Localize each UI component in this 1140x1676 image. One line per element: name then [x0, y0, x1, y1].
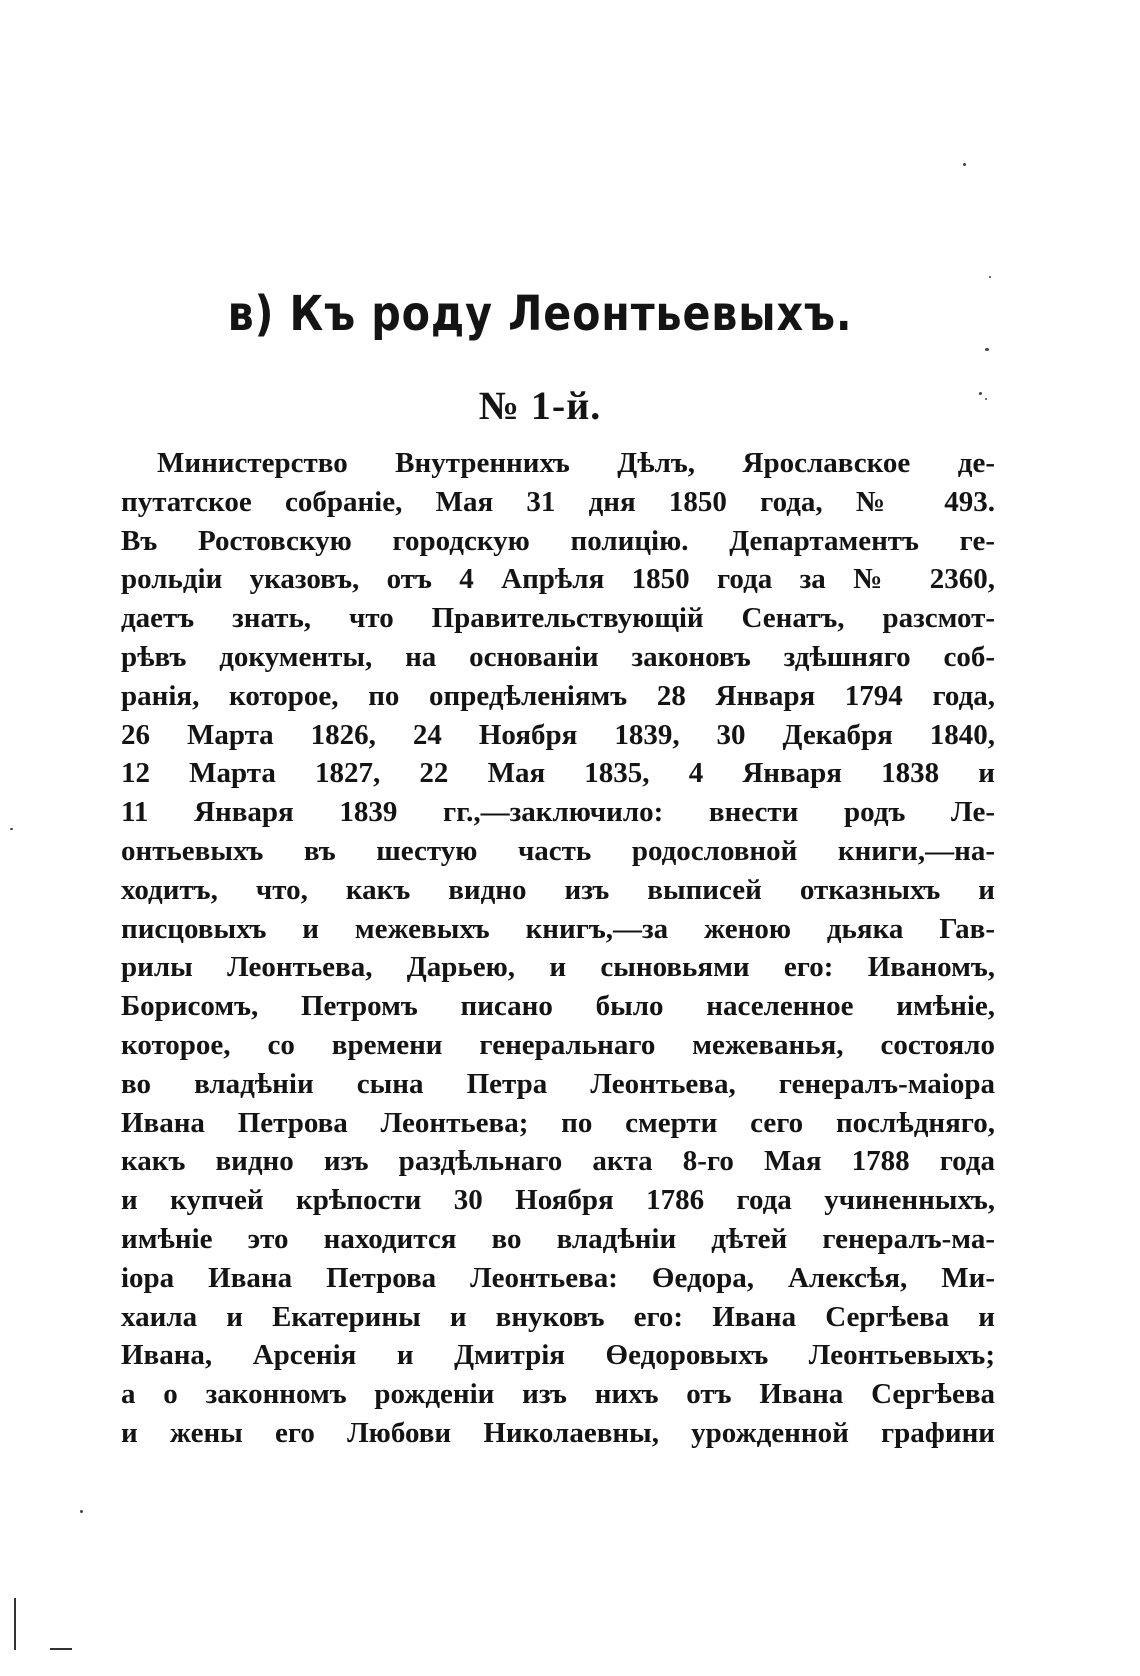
body-line: 26 Марта 1826, 24 Ноября 1839, 30 Декабря 1840,	[121, 718, 995, 751]
body-line: какъ видно изъ раздѣльнаго акта 8-го Мая 1788 года	[121, 1145, 995, 1178]
scan-speck	[963, 163, 966, 166]
page-edge-mark	[14, 1598, 16, 1650]
body-line: 11 Января 1839 гг.,—заключило: внести родъ Ле-	[121, 796, 995, 829]
body-line: Въ Ростовскую городскую полицію. Департаментъ ге-	[121, 524, 995, 557]
scan-speck	[979, 392, 982, 395]
body-line: во владѣніи сына Петра Леонтьева, генералъ-маіора	[121, 1067, 995, 1100]
scan-speck	[80, 1510, 83, 1513]
page-edge-mark	[50, 1648, 72, 1650]
body-line: онтьевыхъ въ шестую часть родословной книги,—на-	[121, 834, 995, 867]
scan-speck	[985, 398, 987, 400]
body-line: Министерство Внутреннихъ Дѣлъ, Ярославское де-	[157, 447, 995, 479]
body-line: ранія, которое, по опредѣленіямъ 28 Января 1794 года,	[121, 679, 995, 712]
body-line: которое, со времени генеральнаго межеванья, состояло	[121, 1028, 995, 1061]
scan-speck	[989, 276, 991, 278]
body-line: хаила и Екатерины и внуковъ его: Ивана Сергѣева и	[121, 1300, 995, 1333]
body-line: Борисомъ, Петромъ писано было населенное имѣніе,	[121, 990, 995, 1023]
body-line: рѣвъ документы, на основаніи законовъ здѣшняго соб-	[121, 640, 995, 673]
body-line: ходитъ, что, какъ видно изъ выписей отказныхъ и	[121, 873, 995, 906]
body-line: рольдіи указовъ, отъ 4 Апрѣля 1850 года за № 2360,	[121, 563, 995, 596]
scan-speck	[985, 348, 989, 351]
body-line: путатское собраніе, Мая 31 дня 1850 года, № 493.	[121, 485, 995, 518]
body-line: даетъ знать, что Правительствующій Сенатъ, разсмот-	[121, 602, 995, 635]
body-line: и купчей крѣпости 30 Ноября 1786 года учиненныхъ,	[121, 1184, 995, 1217]
body-line: а о законномъ рожденіи изъ нихъ отъ Ивана Сергѣева	[121, 1378, 995, 1411]
scan-speck	[10, 828, 13, 830]
body-line: имѣніе это находится во владѣніи дѣтей генералъ-ма-	[121, 1222, 995, 1255]
body-line: и жены его Любови Николаевны, урожденной графини	[121, 1416, 995, 1449]
body-line: рилы Леонтьева, Дарьею, и сыновьями его: Иваномъ,	[121, 951, 995, 984]
body-line: писцовыхъ и межевыхъ книгъ,—за женою дьяка Гав-	[121, 912, 995, 945]
body-line: Ивана Петрова Леонтьева; по смерти сего послѣдняго,	[121, 1106, 995, 1139]
body-line: Ивана, Арсенія и Дмитрія Өедоровыхъ Леонтьевыхъ;	[121, 1339, 995, 1372]
document-body	[121, 444, 995, 1453]
section-heading: в) Къ роду Леонтьевыхъ.	[227, 286, 853, 342]
document-number: № 1-й.	[478, 383, 602, 428]
body-line: іора Ивана Петрова Леонтьева: Өедора, Алексѣя, Ми-	[121, 1261, 995, 1294]
body-line: 12 Марта 1827, 22 Мая 1835, 4 Января 1838 и	[121, 757, 995, 790]
